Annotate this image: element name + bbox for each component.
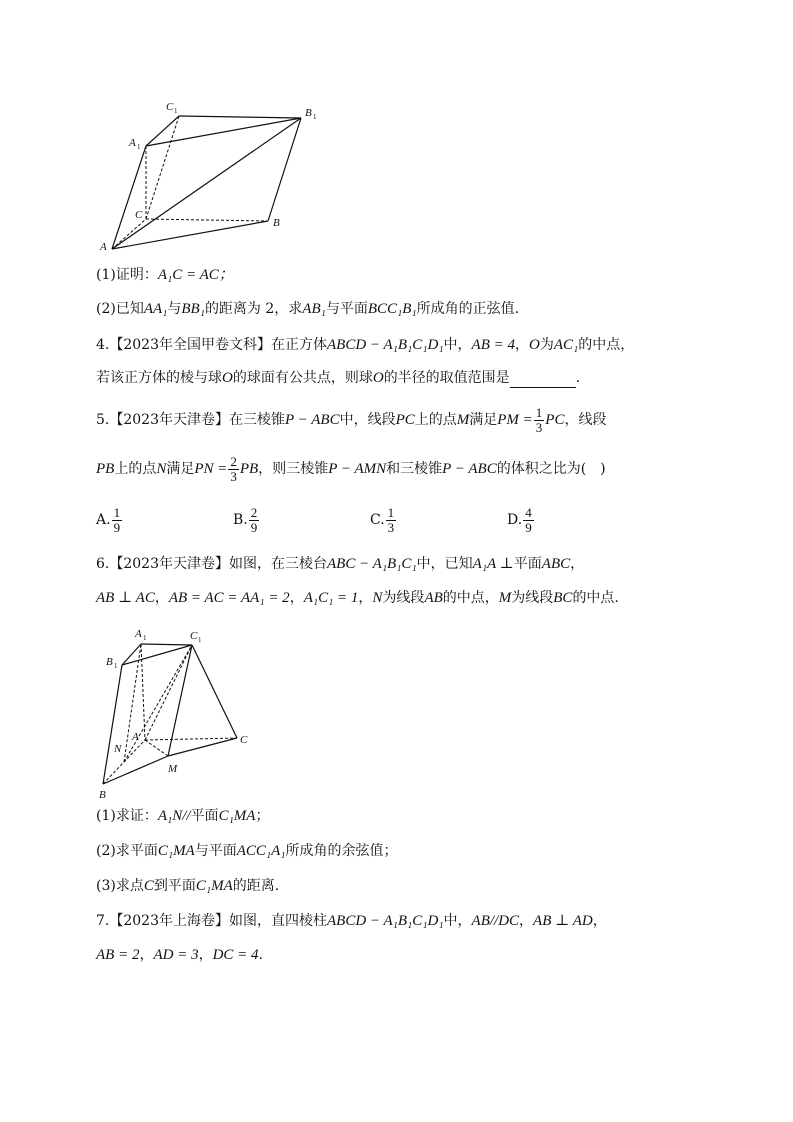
- label-c1: C: [166, 101, 174, 113]
- label-c: C: [135, 209, 143, 221]
- label-b1-sub: 1: [313, 113, 317, 121]
- q6-part2: (2)求平面C₁MA与平面ACC₁A₁所成角的余弦值；: [96, 843, 398, 859]
- q3-part2: (2)已知AA₁与BB₁的距离为 2，求AB₁与平面BCC₁B₁所成角的正弦值.: [96, 301, 520, 317]
- label-b1: B: [305, 107, 312, 119]
- figure-1-labels: [99, 101, 317, 253]
- q6-line2: AB ⊥ AC，AB = AC = AA₁ = 2，A₁C₁ = 1，N为线段AB的中点，M为线段BC的中点.: [96, 590, 619, 606]
- q5-line2: PB上的点N满足PN = $\frac{2}{3}$ PB，则三棱锥P − AMN和三棱锥P − ABC的体积之比为( ): [96, 453, 606, 484]
- label-a: A: [132, 731, 139, 743]
- label-a1: A: [135, 628, 142, 640]
- q6-source-tag: 【2023年天津卷】: [109, 556, 229, 572]
- option-a[interactable]: A. $\frac{1}{9}$: [96, 504, 121, 535]
- fraction-one-third: $\frac{1}{3}$: [535, 404, 543, 435]
- label-a1-sub: 1: [143, 634, 147, 642]
- label-c: C: [240, 734, 248, 746]
- option-d[interactable]: D. $\frac{4}{9}$: [507, 504, 532, 535]
- q6-line1: 6.【2023年天津卷】如图，在三棱台ABC − A₁B₁C₁中，已知A₁A ⊥平面ABC，: [96, 556, 585, 572]
- label-b: B: [99, 789, 106, 801]
- q4-line1: 4.【2023年全国甲卷文科】在正方体ABCD − A₁B₁C₁D₁中，AB = 4，O为AC₁的中点，: [96, 337, 635, 353]
- label-a1-sub: 1: [137, 143, 141, 151]
- q3-part1: (1)证明：A₁C = AC；: [96, 267, 234, 283]
- fraction-two-thirds: $\frac{2}{3}$: [230, 453, 237, 484]
- label-c1: C: [190, 630, 198, 642]
- q6-part1: (1)求证：A₁N//平面C₁MA；: [96, 808, 270, 824]
- q5-options: [96, 505, 535, 535]
- label-m: M: [168, 763, 178, 775]
- q5-line1: 5.【2023年天津卷】在三棱锥P − ABC中，线段PC上的点M满足PM = $\frac{1}{3}$ PC，线段: [96, 404, 607, 435]
- figure-prism: [96, 94, 326, 256]
- figure-frustum: [96, 620, 266, 802]
- option-c[interactable]: C. $\frac{1}{3}$: [370, 504, 395, 535]
- label-c1-sub: 1: [174, 107, 178, 115]
- q7-line1: 7.【2023年上海卷】如图，直四棱柱ABCD − A₁B₁C₁D₁中，AB//DC，AB ⊥ AD，: [96, 913, 607, 929]
- label-a: A: [100, 241, 107, 253]
- answer-blank[interactable]: [510, 373, 576, 388]
- q7-line2: AB = 2，AD = 3，DC = 4.: [96, 947, 263, 963]
- label-a1: A: [129, 137, 136, 149]
- q5-source-tag: 【2023年天津卷】: [109, 412, 229, 428]
- label-c1-sub: 1: [198, 636, 202, 644]
- label-b: B: [273, 217, 280, 229]
- label-n: N: [114, 743, 122, 755]
- q4-line2: 若该正方体的棱与球O的球面有公共点，则球O的半径的取值范围是 .: [96, 370, 581, 386]
- q6-part3: (3)求点C到平面C₁MA的距离.: [96, 878, 280, 894]
- option-b[interactable]: B. $\frac{2}{9}$: [233, 504, 258, 535]
- label-b1: B: [106, 656, 113, 668]
- label-b1-sub: 1: [114, 662, 118, 670]
- q7-source-tag: 【2023年上海卷】: [109, 913, 229, 929]
- q4-source-tag: 【2023年全国甲卷文科】: [109, 337, 271, 353]
